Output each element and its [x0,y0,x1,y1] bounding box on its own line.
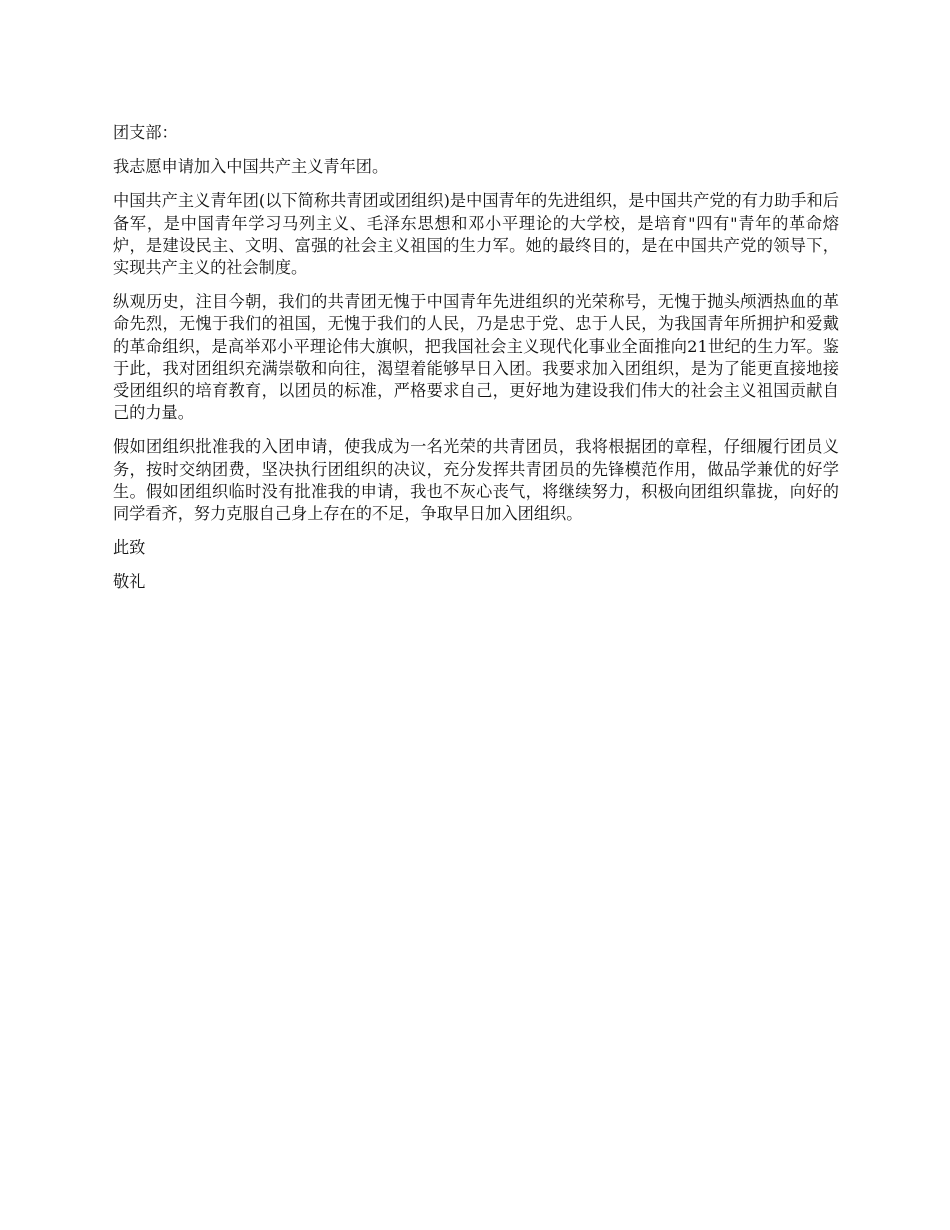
closing-regards: 此致 [113,538,146,558]
salutation: 团支部： [113,123,178,142]
letter-body [113,122,839,606]
paragraph-commitment: 假如团组织批准我的入团申请，使我成为一名光荣的共青团员，我将根据团的章程，仔细履行团员义务，按时交纳团费，坚决执行团组织的决议，充分发挥共青团员的先锋模范作用，做品学兼优的好学生。假如团组织临时没有批准我的申请，我也不灰心丧气，将继续努力，积极向团组织靠拢，向好的同学看齐，努力克服自己身上存在的不足，争取早日加入团组织。 [113,437,839,524]
paragraph-intent: 我志愿申请加入中国共产主义青年团。 [113,157,389,177]
paragraph-history: 纵观历史，注目今朝，我们的共青团无愧于中国青年先进组织的光荣称号，无愧于抛头颅洒热血的革命先烈，无愧于我们的祖国，无愧于我们的人民，乃是忠于党、忠于人民，为我国青年所拥护和爱戴的革命组织，是高举邓小平理论伟大旗帜，把我国社会主义现代化事业全面推向21世纪的生力军。鉴于此，我对团组织充满崇敬和向往，渴望着能够早日入团。我要求加入团组织，是为了能更直接地接受团组织的培育教育，以团员的标准，严格要求自己，更好地为建设我们伟大的社会主义祖国贡献自己的力量。 [113,292,839,423]
closing-salute: 敬礼 [113,572,146,592]
paragraph-about-league: 中国共产主义青年团(以下简称共青团或团组织)是中国青年的先进组织，是中国共产党的有力助手和后备军，是中国青年学习马列主义、毛泽东思想和邓小平理论的大学校，是培育"四有"青年的革命熔炉，是建设民主、文明、富强的社会主义祖国的生力军。她的最终目的，是在中国共产党的领导下，实现共产主义的社会制度。 [113,191,839,278]
